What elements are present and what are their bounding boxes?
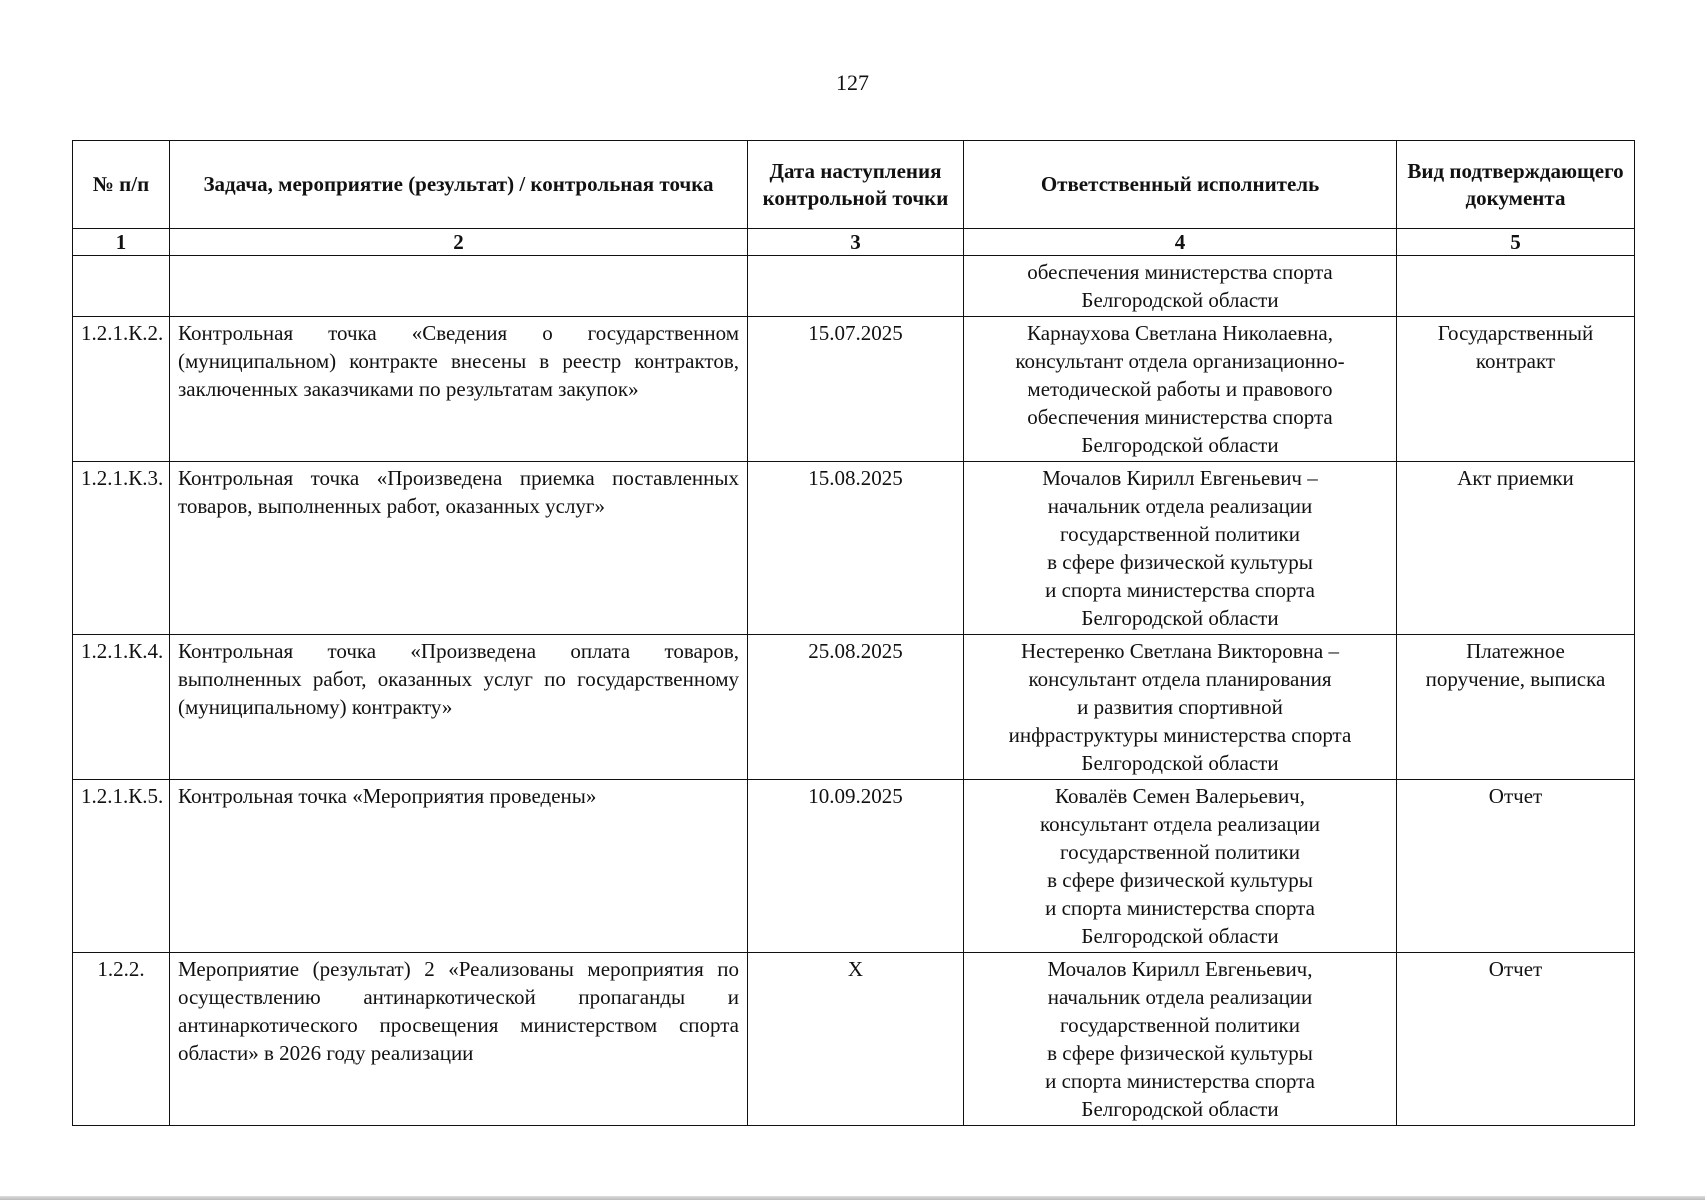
row-date: 10.09.2025 [748, 780, 964, 953]
row-number: 1.2.1.К.2. [73, 317, 170, 462]
row-task: Мероприятие (результат) 2 «Реализованы мероприятия по осуществлению антинаркотической пропаганды и антинаркотического просвещения министерством спорта области» в 2026 году реализации [170, 953, 748, 1126]
row-task [170, 256, 748, 317]
row-responsible: Ковалёв Семен Валерьевич, консультант отдела реализации государственной политики в сфере физической культуры и спорта министерства спорта Белгородской области [964, 780, 1397, 953]
column-number-row [73, 229, 1635, 256]
row-responsible: Карнаухова Светлана Николаевна, консультант отдела организационно- методической работы и правового обеспечения министерства спорта Белгородской области [964, 317, 1397, 462]
column-number: 5 [1397, 229, 1635, 256]
row-responsible: Мочалов Кирилл Евгеньевич – начальник отдела реализации государственной политики в сфере физической культуры и спорта министерства спорта Белгородской области [964, 462, 1397, 635]
row-date [748, 256, 964, 317]
table-row [73, 780, 1635, 953]
table-row [73, 635, 1635, 780]
column-number: 2 [170, 229, 748, 256]
row-number: 1.2.1.К.5. [73, 780, 170, 953]
column-number: 1 [73, 229, 170, 256]
header-number: № п/п [73, 141, 170, 229]
row-task: Контрольная точка «Мероприятия проведены» [170, 780, 748, 953]
table-row [73, 317, 1635, 462]
row-date: 15.08.2025 [748, 462, 964, 635]
row-document [1397, 256, 1635, 317]
row-document: Платежное поручение, выписка [1397, 635, 1635, 780]
row-document: Акт приемки [1397, 462, 1635, 635]
row-date: 25.08.2025 [748, 635, 964, 780]
column-number: 3 [748, 229, 964, 256]
table-row [73, 953, 1635, 1126]
row-number: 1.2.1.К.3. [73, 462, 170, 635]
row-responsible: обеспечения министерства спорта Белгородской области [964, 256, 1397, 317]
page-number: 127 [836, 70, 869, 95]
row-number [73, 256, 170, 317]
column-number: 4 [964, 229, 1397, 256]
header-document: Вид подтверждающего документа [1397, 141, 1635, 229]
header-date: Дата наступления контрольной точки [748, 141, 964, 229]
row-number: 1.2.1.К.4. [73, 635, 170, 780]
table-row [73, 256, 1635, 317]
row-document: Государственный контракт [1397, 317, 1635, 462]
row-task: Контрольная точка «Сведения о государственном (муниципальном) контракте внесены в реестр контрактов, заключенных заказчиками по результатам закупок» [170, 317, 748, 462]
row-responsible: Нестеренко Светлана Викторовна – консультант отдела планирования и развития спортивной инфраструктуры министерства спорта Белгородской области [964, 635, 1397, 780]
header-task: Задача, мероприятие (результат) / контрольная точка [170, 141, 748, 229]
control-points-table [72, 140, 1635, 1126]
row-document: Отчет [1397, 953, 1635, 1126]
header-responsible: Ответственный исполнитель [964, 141, 1397, 229]
row-responsible: Мочалов Кирилл Евгеньевич, начальник отдела реализации государственной политики в сфере физической культуры и спорта министерства спорта Белгородской области [964, 953, 1397, 1126]
row-date: Х [748, 953, 964, 1126]
header-row [73, 141, 1635, 229]
row-date: 15.07.2025 [748, 317, 964, 462]
row-document: Отчет [1397, 780, 1635, 953]
row-task: Контрольная точка «Произведена оплата товаров, выполненных работ, оказанных услуг по государственному (муниципальному) контракту» [170, 635, 748, 780]
scan-edge-line [0, 1196, 1705, 1200]
row-task: Контрольная точка «Произведена приемка поставленных товаров, выполненных работ, оказанных услуг» [170, 462, 748, 635]
row-number: 1.2.2. [73, 953, 170, 1126]
table-row [73, 462, 1635, 635]
